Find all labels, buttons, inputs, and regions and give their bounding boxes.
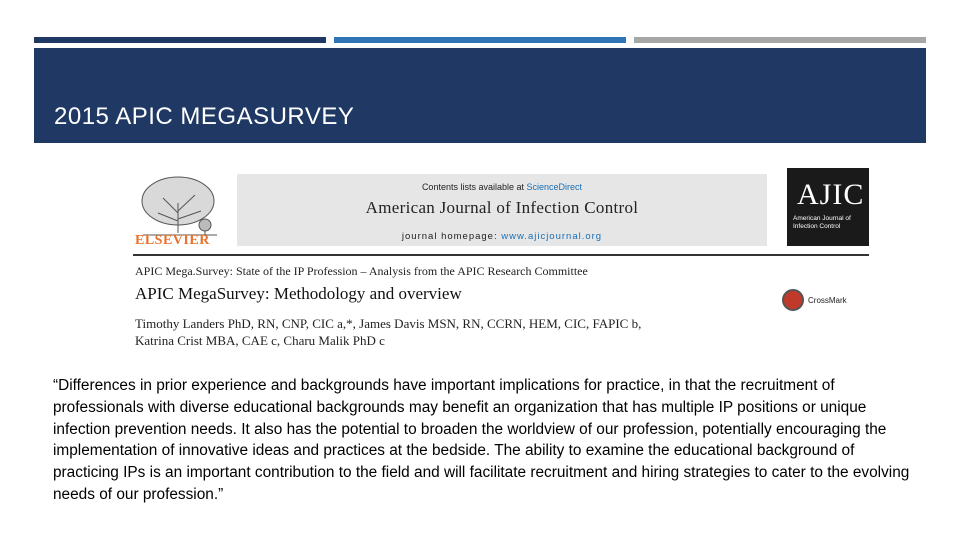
journal-banner	[237, 174, 767, 246]
homepage-line	[237, 231, 767, 242]
accent-bar-navy	[34, 37, 326, 43]
journal-name: American Journal of Infection Control	[365, 198, 639, 217]
authors-line-1: Timothy Landers PhD, RN, CNP, CIC a,*, James Davis MSN, RN, CCRN, HEM, CIC, FAPIC b,	[135, 316, 642, 331]
divider	[133, 254, 869, 256]
quote-text: “Differences in prior experience and backgrounds have important implications for practice, in that the recruitment of professionals with diverse educational backgrounds may benefit an organization that has multiple IP positions or unique infection prevention needs. It also has the potential to broaden the worldview of our profession, potentially encouraging the implementation of innovative ideas and practices at the bedside. The ability to examine the educational background of practicing IPs is an important contribution to the field and will facilitate recruitment and hiring strategies to cater to the evolving needs of our profession.”	[53, 377, 910, 503]
crossmark-label: CrossMark	[808, 296, 847, 305]
contents-prefix: Contents lists available at	[421, 182, 524, 192]
publisher-name: ELSEVIER	[135, 233, 210, 248]
article-series: APIC Mega.Survey: State of the IP Profession – Analysis from the APIC Research Committee	[135, 264, 588, 278]
article-title: APIC MegaSurvey: Methodology and overview	[135, 284, 462, 303]
slide-title: 2015 APIC MEGASURVEY	[54, 103, 355, 130]
journal-url: www.ajicjournal.org	[501, 231, 603, 242]
accent-bar-blue	[334, 37, 626, 43]
article-authors	[135, 315, 641, 349]
crossmark-icon	[782, 289, 804, 311]
ajic-cover-subtitle: American Journal of Infection Control	[793, 215, 851, 230]
authors-line-2: Katrina Crist MBA, CAE c, Charu Malik PhD c	[135, 333, 385, 348]
title-banner	[34, 48, 926, 143]
contents-line	[237, 182, 767, 192]
ajic-cover-image	[787, 168, 869, 246]
ajic-cover-letters: AJIC	[797, 178, 865, 211]
accent-bar-gray	[634, 37, 926, 43]
article-header-image	[133, 163, 869, 353]
homepage-prefix: journal homepage:	[401, 231, 498, 242]
sciencedirect-link: ScienceDirect	[526, 182, 583, 192]
